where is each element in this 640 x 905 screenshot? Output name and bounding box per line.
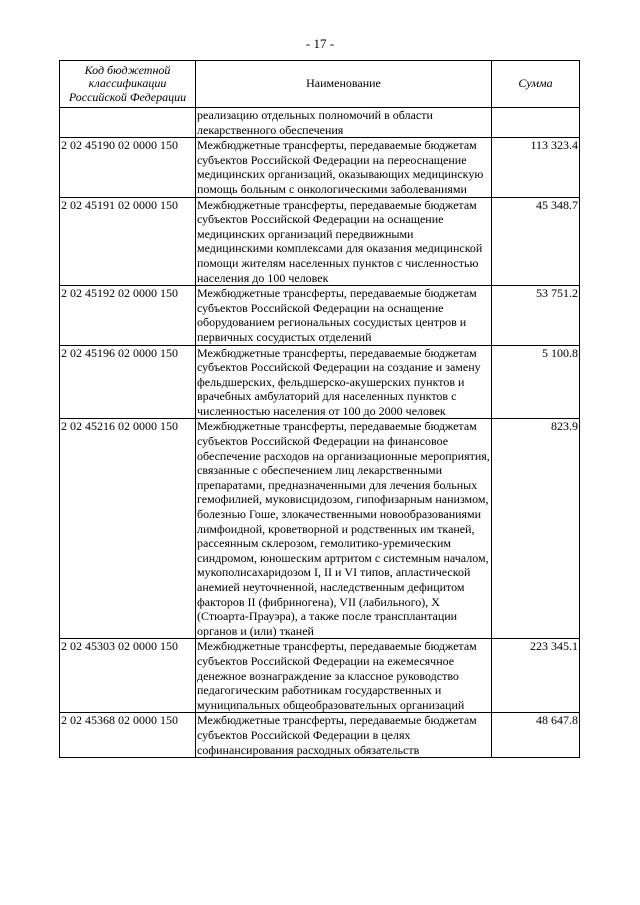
table-header-row <box>60 61 580 108</box>
row-name: Межбюджетные трансферты, передаваемые бюджетам субъектов Российской Федерации на переоснащение медицинских организаций, оказывающих медицинскую помощь больным с онкологическими заболеваниями <box>196 138 492 197</box>
table-row <box>60 138 580 197</box>
row-code: 2 02 45191 02 0000 150 <box>60 197 196 286</box>
row-sum <box>492 108 580 138</box>
table-row <box>60 713 580 758</box>
row-name: Межбюджетные трансферты, передаваемые бюджетам субъектов Российской Федерации на финансовое обеспечение расходов на организационные мероприятия, связанные с обеспечением лиц лекарственными препаратами, предназначенными для лечения больных гемофилией, муковисцидозом, гипофизарным нанизмом, болезнью Гоше, злокачественными новообразованиями лимфоидной, кроветворной и родственных им тканей, рассеянным склерозом, гемолитико-уремическим синдромом, юношеским артритом с системным началом, мукополисахаридозом I, II и VI типов, апластической анемией неуточненной, наследственным дефицитом факторов II (фибриногена), VII (лабильного), X (Стюарта-Прауэра), а также после трансплантации органов и (или) тканей <box>197 419 490 638</box>
row-code: 2 02 45192 02 0000 150 <box>60 286 196 345</box>
row-sum: 53 751.2 <box>492 286 580 345</box>
row-code: 2 02 45216 02 0000 150 <box>60 419 196 639</box>
row-code: 2 02 45368 02 0000 150 <box>60 713 196 758</box>
table-row <box>60 197 580 286</box>
row-sum: 823.9 <box>492 419 580 639</box>
row-sum: 45 348.7 <box>492 197 580 286</box>
row-name: Межбюджетные трансферты, передаваемые бюджетам субъектов Российской Федерации на ежемесячное денежное вознаграждение за классное руководство педагогическим работникам государственных и муниципальных общеобразовательных организаций <box>196 639 492 713</box>
row-name: Межбюджетные трансферты, передаваемые бюджетам субъектов Российской Федерации в целях софинансирования расходных обязательств <box>196 713 492 758</box>
header-name: Наименование <box>196 61 492 108</box>
table-row <box>60 419 580 639</box>
row-sum: 113 323.4 <box>492 138 580 197</box>
table-row <box>60 286 580 345</box>
row-code: 2 02 45190 02 0000 150 <box>60 138 196 197</box>
budget-table <box>59 60 580 758</box>
row-code: 2 02 45303 02 0000 150 <box>60 639 196 713</box>
row-code <box>60 108 196 138</box>
row-code: 2 02 45196 02 0000 150 <box>60 345 196 419</box>
row-sum: 5 100.8 <box>492 345 580 419</box>
table-row <box>60 108 580 138</box>
header-sum: Сумма <box>492 61 580 108</box>
table-row <box>60 345 580 419</box>
page-number: - 17 - <box>305 36 335 51</box>
header-code: Код бюджетной классификации Российской Федерации <box>60 61 196 108</box>
row-name: Межбюджетные трансферты, передаваемые бюджетам субъектов Российской Федерации на оснащение оборудованием региональных сосудистых центров и первичных сосудистых отделений <box>196 286 492 345</box>
row-name: Межбюджетные трансферты, передаваемые бюджетам субъектов Российской Федерации на создание и замену фельдшерских, фельдшерско-акушерских пунктов и врачебных амбулаторий для населенных пунктов с численностью населения от 100 до 2000 человек <box>196 345 492 419</box>
table-row <box>60 639 580 713</box>
row-name: реализацию отдельных полномочий в области лекарственного обеспечения <box>196 108 492 138</box>
row-name: Межбюджетные трансферты, передаваемые бюджетам субъектов Российской Федерации на оснащение медицинских организаций передвижными медицинскими комплексами для оказания медицинской помощи жителям населенных пунктов с численностью населения до 100 человек <box>196 197 492 286</box>
row-sum: 48 647.8 <box>492 713 580 758</box>
row-sum: 223 345.1 <box>492 639 580 713</box>
